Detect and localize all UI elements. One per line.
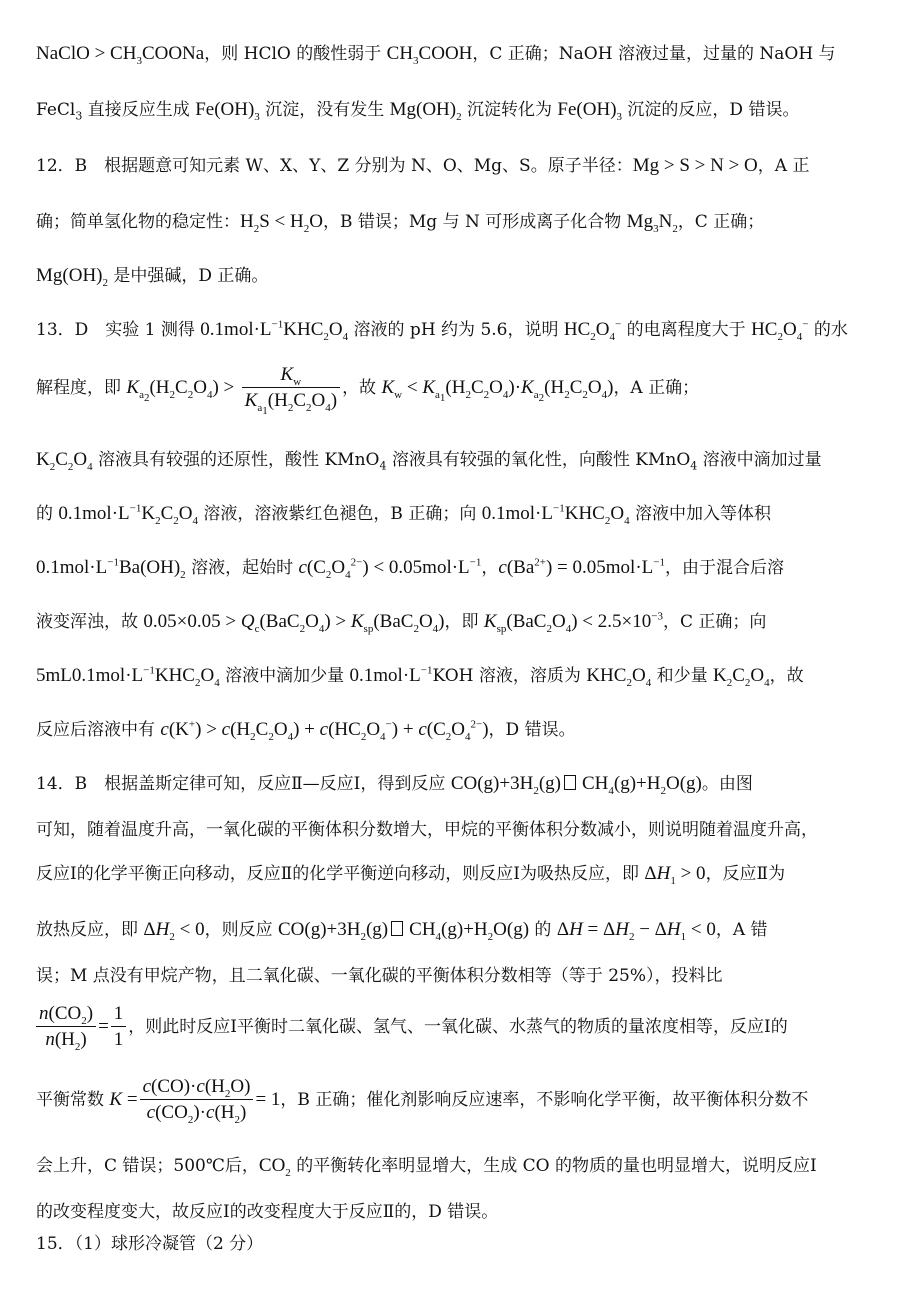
line-9: 的 $0.1mol\cdot L^{-1}K_2C_2O_4$ 溶液，溶液紫红色褪色，B 正确；向 $0.1mol\cdot L^{-1}KHC_2O_4$ 溶液中加入等体积: [36, 502, 771, 527]
line-10: $0.1mol\cdot L^{-1}Ba(OH)_2$ 溶液，起始时 $c(C_2O_4^{2-}) < 0.05mol\cdot L^{-1}$，$c(Ba^{2+}) = 0.05mol\cdot L^{-1}$，由于混合后溶: [36, 556, 784, 581]
line-15: 可知，随着温度升高，一氧化碳的平衡体积分数增大，甲烷的平衡体积分数减小，则说明随着温度升高，: [36, 820, 818, 840]
fraction-equilibrium-constant: $\frac{c(CO)\cdot c(H_2O)}{c(CO_2)\cdot c(H_2)}$: [140, 1075, 254, 1126]
line-1: NaClO > $CH_3COONa$，则 HClO 的酸性弱于 $CH_3COOH$，C 正确；NaOH 溶液过量，过量的 NaOH 与: [36, 43, 836, 67]
line-21: 会上升，C 错误；500℃后，$CO_2$ 的平衡转化率明显增大，生成 CO 的物质的量也明显增大，说明反应Ⅰ: [36, 1155, 817, 1179]
equilibrium-glyph-icon: [391, 921, 403, 936]
line-13: 反应后溶液中有 $c(K^+) > c(H_2C_2O_4) + c(HC_2O_4^-) + c(C_2O_4^{2-})$，D 错误。: [36, 718, 576, 743]
line-6-q13: 13．D 实验 1 测得 $0.1mol\cdot L^{-1}KHC_2O_4$ 溶液的 pH 约为 5.6，说明 $HC_2O_4^-$ 的电离程度大于 $HC_2O_4^-$ 的水: [36, 318, 848, 343]
line-14-q14: 14．B 根据盖斯定律可知，反应Ⅱ—反应Ⅰ，得到反应 $CO(g)+3H_2(g)$ $CH_4(g)+H_2O(g)$。由图: [36, 773, 753, 797]
line-17: 放热反应，即 $\Delta H_2 < 0$，则反应 $CO(g)+3H_2(g)$ $CH_4(g)+H_2O(g)$ 的 $\Delta H = \Delta H_2 - \Delta H_1 < 0$，A 错: [36, 919, 768, 943]
line-8: $K_2C_2O_4$ 溶液具有较强的还原性，酸性 KMnO$_4$ 溶液具有较强的氧化性，向酸性 KMnO$_4$ 溶液中滴加过量: [36, 449, 822, 473]
line-11: 液变浑浊，故 $0.05\times 0.05 > Q_c(BaC_2O_4) > K_{sp}(BaC_2O_4)$，即 $K_{sp}(BaC_2O_4) < 2.5\times 10^{-3}$，C 正确；向: [36, 610, 767, 635]
line-20: 平衡常数 K = $\frac{c(CO)\cdot c(H_2O)}{c(CO_2)\cdot c(H_2)}$ = 1，B 正确；催化剂影响反应速率，不影响化学平衡，故平衡体积分数不: [36, 1076, 809, 1126]
line-2: FeCl$_3$ 直接反应生成 $Fe(OH)_3$ 沉淀，没有发生 $Mg(OH)_2$ 沉淀转化为 $Fe(OH)_3$ 沉淀的反应，D 错误。: [36, 99, 800, 123]
line-12: $5mL0.1mol\cdot L^{-1}KHC_2O_4$ 溶液中滴加少量 $0.1mol\cdot L^{-1}KOH$ 溶液，溶质为 $KHC_2O_4$ 和少量 $K_2C_2O_4$，故: [36, 664, 804, 689]
line-3-q12: 12．B 根据题意可知元素 W、X、Y、Z 分别为 N、O、Mg、S。原子半径：Mg > S > N > O，A 正: [36, 155, 810, 176]
equilibrium-glyph-icon: [564, 775, 576, 790]
line-5: $Mg(OH)_2$ 是中强碱，D 正确。: [36, 265, 269, 289]
line-7: 解程度，即 $K_{a_2}(H_2C_2O_4)$ > $\frac{K_w}{K_{a_1}(H_2C_2O_4)}$ ，故 $K_w < K_{a_1}(H_2C_2O_4)\cdot K_{a_2}(H_2C_2O_4)$，A 正确；: [36, 364, 700, 417]
line-22: 的改变程度变大，故反应Ⅰ的改变程度大于反应Ⅱ的，D 错误。: [36, 1202, 499, 1222]
fraction-kw-ka1: $\frac{K_w}{K_{a_1}(H_2C_2O_4)}$: [242, 363, 340, 414]
fraction-one: $\frac{1}{1}$: [111, 1002, 127, 1053]
line-18: 误；M 点没有甲烷产物，且二氧化碳、一氧化碳的平衡体积分数相等（等于 25%），投料比: [36, 966, 723, 986]
line-19: $\frac{n(CO_2)}{n(H_2)}$ = $\frac{1}{1}$ ，则此时反应Ⅰ平衡时二氧化碳、氢气、一氧化碳、水蒸气的物质的量浓度相等，反应Ⅰ的: [36, 998, 870, 1056]
line-16: 反应Ⅰ的化学平衡正向移动，反应Ⅱ的化学平衡逆向移动，则反应Ⅰ为吸热反应，即 $\Delta H_1 > 0$，反应Ⅱ为: [36, 863, 786, 887]
fraction-feed-ratio: $\frac{n(CO_2)}{n(H_2)}$: [36, 1002, 96, 1053]
line-23-q15: 15．（1）球形冷凝管（2 分）: [36, 1234, 264, 1254]
line-4: 确；简单氢化物的稳定性：$H_2S < H_2O$，B 错误；Mg 与 N 可形成离子化合物 $Mg_3N_2$，C 正确；: [36, 211, 765, 235]
